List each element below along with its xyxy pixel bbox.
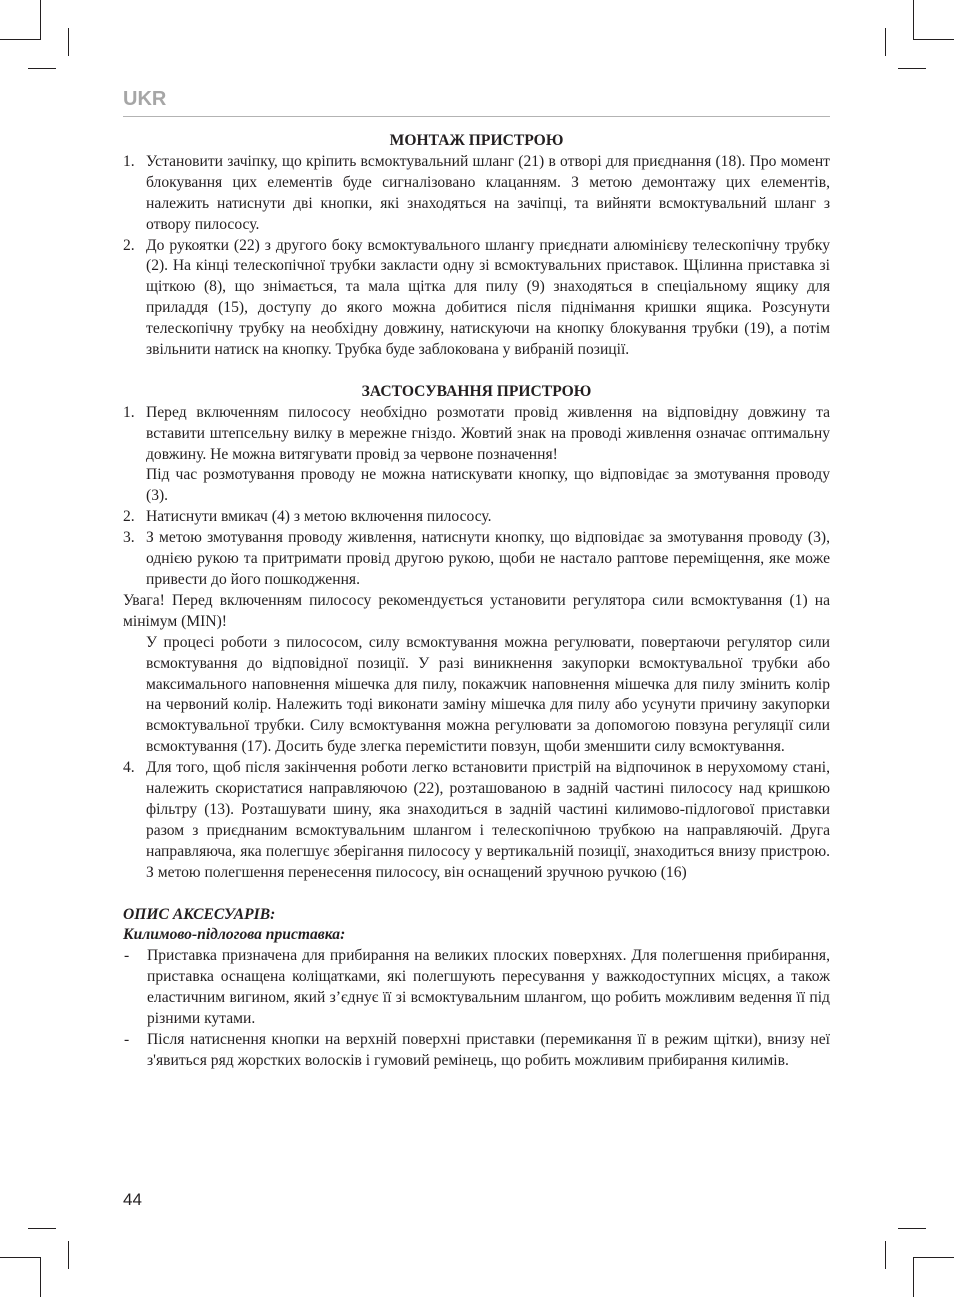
list-item [123,152,830,236]
list-item [123,403,830,466]
list-item [123,946,830,1030]
crop-mark [898,1228,926,1229]
list-number: 1. [123,403,135,421]
list-continuation: Під час розмотування проводу не можна натискувати кнопку, що відповідає за змотування проводу (3). [146,466,830,505]
crop-mark [913,1257,914,1297]
page-number: 44 [123,1190,142,1209]
crop-mark [28,68,56,69]
crop-mark [0,1257,40,1258]
list-text: Перед включенням пилососу необхідно розмотати провід живлення на відповідну довжину та вставити штепсельну вилку в мережне гніздо. Жовтий знак на проводі живлення означає оптимальну довжину. Не можна витягувати провід за червоне позначення! [146,403,830,463]
list-text: Після натиснення кнопки на верхній поверхні приставки (перемикання її в режим щітки), внизу неї з'явиться ряд жорстких волосків і гумовий ремінець, що робить можливим прибирання килимів. [147,1030,830,1069]
list-item [123,758,830,883]
list-number: 2. [123,236,135,254]
warning-text: Увага! Перед включенням пилососу рекомендується установити регулятора сили всмоктування (1) на мінімум (MIN)! [123,591,830,630]
list-number: 3. [123,529,135,547]
section-title-accessories: ОПИС АКСЕСУАРІВ: [123,905,276,923]
crop-mark [913,0,914,40]
list-text: Натиснути вмикач (4) з метою включення пилососу. [146,508,492,526]
list-text: Для того, щоб після закінчення роботи легко встановити пристрій на відпочинок в нерухомому стані, належить скористатися направляючою (22), розташованою в задній частині пилососу над кришкою фільтру (13). Розташувати шину, яка знаходиться в задній частині килимово-підлогової приставки разом з приєднаним всмоктувальним шлангом і телескопічною трубкою на направляючій. Друга направляюча, яка полегшує зберігання пилососу у вертикальній позиції, знаходиться внизу пристрою. З метою полегшення перенесення пилососу, він оснащений зручною ручкою (16) [146,759,830,881]
list-text: До рукоятки (22) з другого боку всмоктувального шлангу приєднати алюмінієву телескопічну трубку (2). На кінці телескопічної трубки закласти одну зі всмоктувальних приставок. Щілинна приставка зі щіткою (8), що знімається, та мала щітка для пилу (9) знаходяться в спеціальному ящику для приладдя (15), доступу до якого можна добитися після піднімання кришки ящика. Розсунути телескопічну трубку на необхідну довжину, натискуючи на кнопку блокування трубки (19), а потім звільнити натиск на кнопку. Трубка буде заблокована у вибраній позиції. [146,236,830,359]
list-item [123,1030,830,1072]
crop-mark [28,1228,56,1229]
crop-mark [885,1241,886,1269]
list-number: 4. [123,759,135,777]
list-item [123,236,830,361]
bullet-dash: - [124,1030,130,1048]
crop-mark [68,1241,69,1269]
bullet-dash: - [124,947,130,965]
crop-mark [898,68,926,69]
crop-mark [40,0,41,40]
section-title-mounting: МОНТАЖ ПРИСТРОЮ [389,132,564,149]
list-text: З метою змотування проводу живлення, натиснути кнопку, що відповідає за змотування проводу (3), однією рукою та притримати провід другою рукою, щоби не настало раптове переміщення, яке може привести до його пошкодження. [146,529,830,589]
list-item [123,507,830,528]
list-number: 1. [123,152,135,170]
crop-mark [885,28,886,56]
crop-mark [0,39,40,40]
document-body [123,131,830,1072]
page-header [123,88,830,117]
list-text: Установити зачіпку, що кріпить всмоктувальний шланг (21) в отворі для приєднання (18). Про момент блокування цих елементів буде сигналізовано клацанням. З метою демонтажу цих елементів, належить натиснути дві кнопки, які знаходяться на зачіпці, та вийняти всмоктувальний шланг з отвору пилососу. [146,152,830,233]
crop-mark [40,1257,41,1297]
crop-mark [914,39,954,40]
section-title-usage: ЗАСТОСУВАННЯ ПРИСТРОЮ [361,382,592,400]
list-number: 2. [123,508,135,526]
list-item [123,528,830,591]
language-label: UKR [123,88,167,110]
crop-mark [68,28,69,56]
subsection-title: Килимово-підлогова приставка: [123,926,346,944]
crop-mark [914,1257,954,1258]
list-text: Приставка призначена для прибирання на великих плоских поверхнях. Для полегшення прибирання, приставка оснащена коліщатками, які полегшують пересування у важкодоступних місцях, а також еластичним вигином, який з’єднує її зі всмоктувальним шлангом, що робить можливим ведення її під різними кутами. [147,947,830,1028]
warning-continuation: У процесі роботи з пилососом, силу всмоктування можна регулювати, повертаючи регулятор сили всмоктування до відповідної позиції. У разі виникнення закупорки всмоктувальної трубки або максимального наповнення мішечка для пилу, покажчик наповнення мішечка для пилу змінить колір на червоний колір. Належить тоді виконати заміну мішечка для пилу або усунути причину закупорки всмоктувальної трубки. Силу всмоктування можна регулювати за допомогою повзуна регуляції сили всмоктування (17). Досить буде злегка перемістити повзун, щоби зменшити силу всмоктування. [146,633,830,756]
